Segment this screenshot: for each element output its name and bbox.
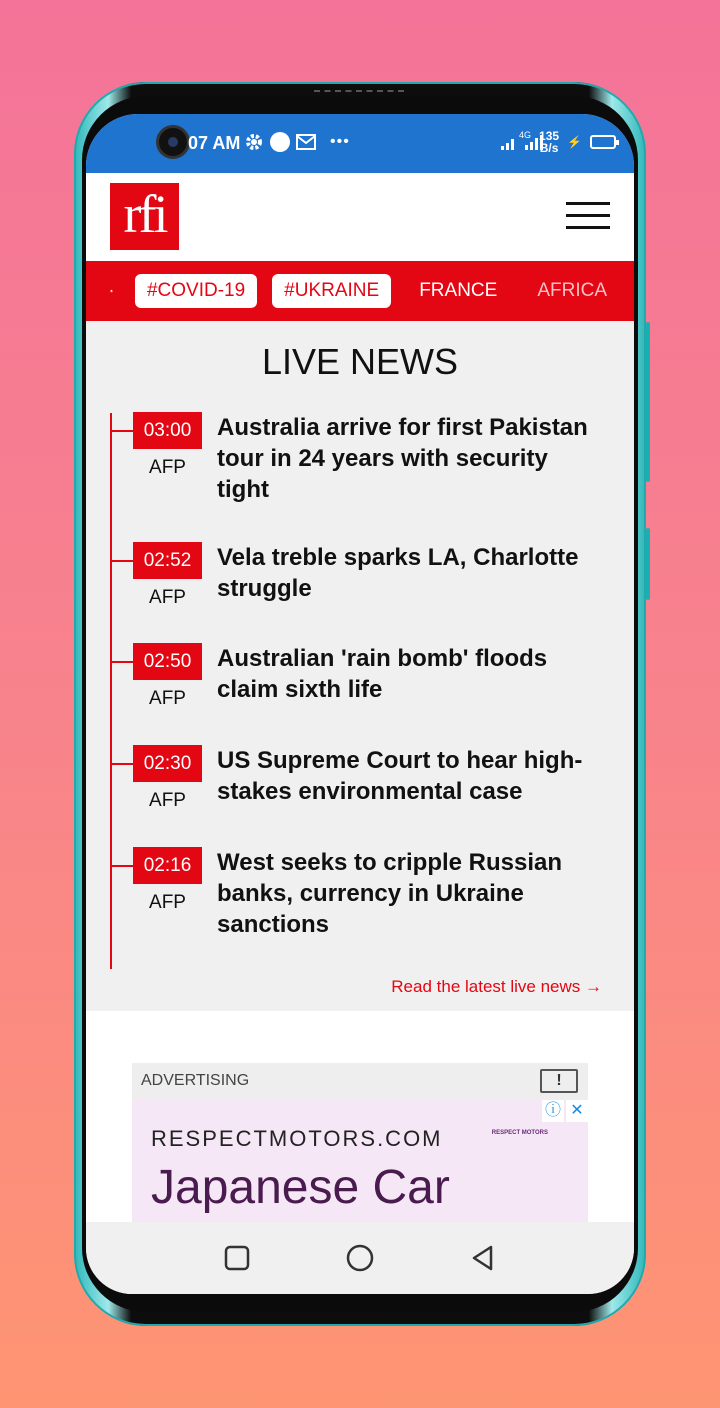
charging-icon: ⚡ bbox=[567, 135, 582, 149]
nav-tab-africa[interactable]: AFRICA bbox=[537, 280, 607, 301]
phone-side-button bbox=[646, 528, 650, 600]
rfi-logo[interactable]: rfi bbox=[110, 183, 179, 250]
timeline-line bbox=[110, 413, 112, 969]
menu-icon-bar bbox=[566, 214, 610, 217]
menu-icon-bar bbox=[566, 226, 610, 229]
ad-brand-logo: RESPECT MOTORS bbox=[491, 1130, 548, 1136]
timeline-tick bbox=[110, 430, 134, 432]
menu-icon-bar bbox=[566, 202, 610, 205]
read-more-link[interactable]: Read the latest live news → bbox=[391, 977, 602, 996]
ad-label-bar bbox=[132, 1063, 588, 1100]
ad-label: ADVERTISING bbox=[141, 1072, 250, 1089]
ad-report-icon[interactable]: ! bbox=[540, 1069, 578, 1093]
news-time: 02:16 bbox=[133, 847, 202, 884]
ad-banner[interactable] bbox=[132, 1100, 588, 1230]
network-label: 4G bbox=[519, 130, 532, 140]
timeline-tick bbox=[110, 763, 134, 765]
gear-icon bbox=[244, 132, 264, 152]
live-news-section bbox=[86, 321, 634, 1011]
net-speed-value: 135 bbox=[539, 129, 560, 143]
battery-icon bbox=[590, 135, 616, 149]
news-time: 02:50 bbox=[133, 643, 202, 680]
mail-icon bbox=[296, 134, 316, 150]
news-headline[interactable]: US Supreme Court to hear high-stakes environmental case bbox=[217, 747, 583, 805]
ad-info-icon[interactable]: ⓘ bbox=[542, 1100, 564, 1122]
news-source: AFP bbox=[149, 457, 186, 478]
category-nav bbox=[86, 261, 634, 321]
more-icon: ••• bbox=[330, 133, 350, 150]
phone-side-button bbox=[646, 322, 650, 482]
home-icon[interactable] bbox=[110, 279, 113, 303]
back-icon[interactable] bbox=[469, 1244, 497, 1272]
system-nav-bar bbox=[86, 1222, 634, 1294]
news-source: AFP bbox=[149, 790, 186, 811]
news-time: 02:30 bbox=[133, 745, 202, 782]
nav-tab-france[interactable]: FRANCE bbox=[419, 280, 498, 301]
ad-headline: Japanese Car bbox=[151, 1161, 450, 1214]
news-source: AFP bbox=[149, 688, 186, 709]
nav-tab-covid[interactable]: #COVID-19 bbox=[135, 274, 257, 308]
timeline-tick bbox=[110, 865, 134, 867]
live-news-title: LIVE NEWS bbox=[261, 341, 459, 382]
ad-close-icon[interactable]: ✕ bbox=[566, 1100, 588, 1122]
news-headline[interactable]: Australian 'rain bomb' floods claim sixth life bbox=[217, 645, 548, 703]
ad-area bbox=[86, 1011, 634, 1221]
news-headline[interactable]: Vela treble sparks LA, Charlotte struggle bbox=[217, 544, 579, 602]
menu-button[interactable] bbox=[566, 202, 610, 230]
recents-icon[interactable] bbox=[223, 1244, 251, 1272]
status-bar bbox=[86, 114, 634, 173]
status-time: 07 AM bbox=[188, 133, 241, 153]
status-right bbox=[501, 130, 616, 154]
net-speed bbox=[539, 130, 559, 154]
ad-controls bbox=[542, 1100, 588, 1122]
ad-site: RESPECTMOTORS.COM bbox=[151, 1126, 443, 1151]
phone-speaker bbox=[314, 90, 404, 92]
news-source: AFP bbox=[149, 892, 186, 913]
circle-icon bbox=[270, 132, 290, 152]
home-nav-icon[interactable] bbox=[346, 1244, 374, 1272]
news-time: 02:52 bbox=[133, 542, 202, 579]
news-source: AFP bbox=[149, 587, 186, 608]
timeline-tick bbox=[110, 560, 134, 562]
status-icons bbox=[244, 132, 350, 152]
timeline-tick bbox=[110, 661, 134, 663]
nav-tab-ukraine[interactable]: #UKRAINE bbox=[272, 274, 391, 308]
app-header bbox=[86, 173, 634, 261]
news-time: 03:00 bbox=[133, 412, 202, 449]
phone-screen bbox=[86, 114, 634, 1294]
front-camera bbox=[156, 125, 190, 159]
news-headline[interactable]: West seeks to cripple Russian banks, currency in Ukraine sanctions bbox=[217, 849, 563, 938]
news-headline[interactable]: Australia arrive for first Pakistan tour in 24 years with security tight bbox=[217, 414, 588, 503]
net-speed-unit: B/s bbox=[539, 141, 559, 155]
